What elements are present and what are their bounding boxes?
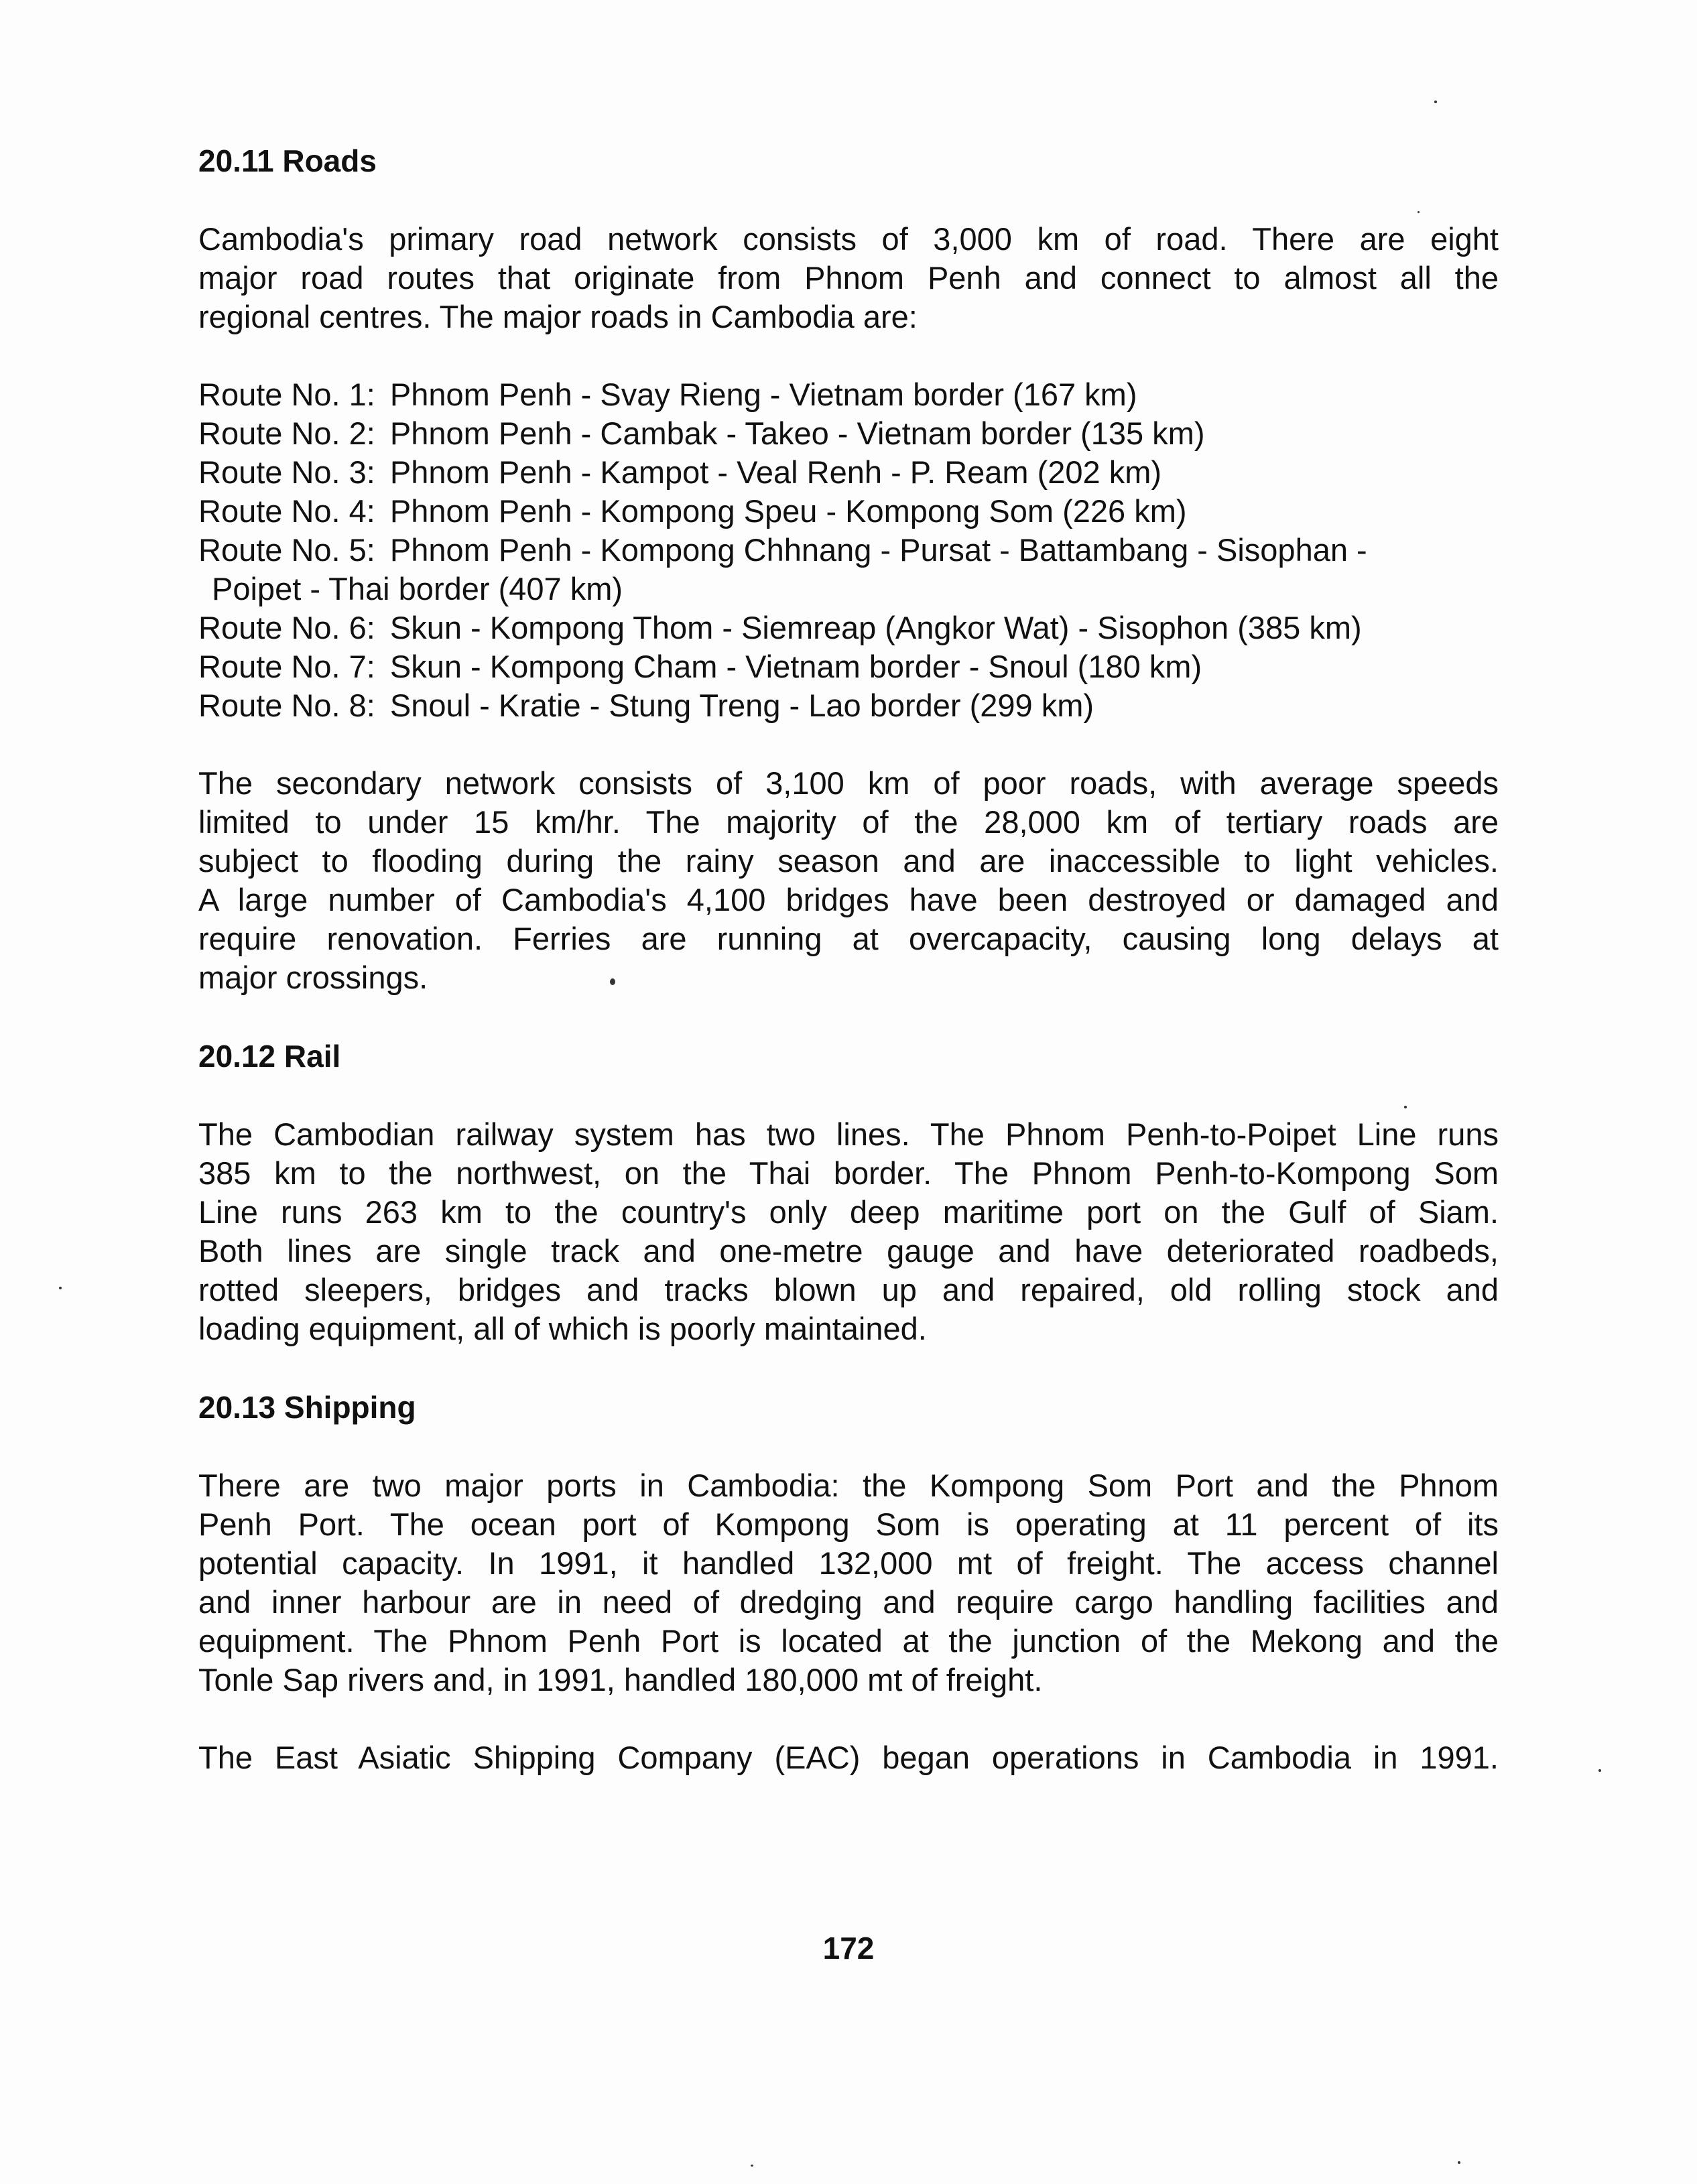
text-line: major road routes that originate from Phnom Penh and connect to almost all the [198,260,1499,296]
text-line: major crossings. [198,960,428,995]
roads-secondary-paragraph [198,764,1499,997]
route-text: Phnom Penh - Kompong Speu - Kompong Som (226 km) [389,493,1187,529]
route-text-continuation: Poipet - Thai border (407 km) [212,571,623,606]
route-text: Phnom Penh - Svay Rieng - Vietnam border (167 km) [389,377,1137,412]
route-item [198,608,1499,647]
route-label: Route No. 8: [198,688,375,723]
text-line: loading equipment, all of which is poorly maintained. [198,1311,927,1346]
text-line: Line runs 263 km to the country's only deep maritime port on the Gulf of Siam. [198,1194,1499,1230]
scan-speck [751,2165,753,2167]
text-line: rotted sleepers, bridges and tracks blown up and repaired, old rolling stock and [198,1272,1499,1307]
page-content [198,141,1499,1777]
route-item [198,647,1499,686]
rail-heading: 20.12 Rail [198,1039,341,1074]
text-line: subject to flooding during the rainy season and are inaccessible to light vehicles. [198,843,1499,879]
text-line: Penh Port. The ocean port of Kompong Som is operating at 11 percent of its [198,1506,1499,1542]
scan-speck [1598,1769,1601,1772]
shipping-paragraph [198,1466,1499,1699]
route-text: Skun - Kompong Cham - Vietnam border - Snoul (180 km) [389,649,1202,684]
text-line: 385 km to the northwest, on the Thai border. The Phnom Penh-to-Kompong Som [198,1155,1499,1191]
route-label: Route No. 1: [198,377,375,412]
shipping-heading: 20.13 Shipping [198,1390,416,1425]
route-item [198,686,1499,725]
text-line: and inner harbour are in need of dredging and require cargo handling facilities and [198,1584,1499,1620]
shipping-closing-paragraph [198,1738,1499,1777]
route-label: Route No. 7: [198,649,375,684]
route-item [198,375,1499,414]
scan-speck [1418,211,1420,213]
route-text: Snoul - Kratie - Stung Treng - Lao border (299 km) [389,688,1094,723]
route-text: Phnom Penh - Cambak - Takeo - Vietnam border (135 km) [389,415,1205,451]
route-list [198,375,1499,725]
route-label: Route No. 4: [198,493,375,529]
text-line: Tonle Sap rivers and, in 1991, handled 180,000 mt of freight. [198,1662,1043,1697]
route-item [198,414,1499,453]
scan-speck [1404,1106,1407,1108]
text-line: potential capacity. In 1991, it handled 132,000 mt of freight. The access channel [198,1545,1499,1581]
scan-speck [59,1287,62,1289]
route-label: Route No. 6: [198,610,375,645]
scan-speck [1458,2161,1460,2164]
route-text: Phnom Penh - Kompong Chhnang - Pursat - Battambang - Sisophan - [389,532,1367,568]
text-line: limited to under 15 km/hr. The majority of the 28,000 km of tertiary roads are [198,804,1499,840]
text-line: Both lines are single track and one-metre gauge and have deteriorated roadbeds, [198,1233,1499,1269]
route-label: Route No. 2: [198,415,375,451]
text-line: The Cambodian railway system has two lines. The Phnom Penh-to-Poipet Line runs [198,1116,1499,1152]
text-line: The East Asiatic Shipping Company (EAC) began operations in Cambodia in 1991. [198,1740,1499,1775]
route-label: Route No. 3: [198,454,375,490]
route-text: Skun - Kompong Thom - Siemreap (Angkor Wat) - Sisophon (385 km) [389,610,1362,645]
scan-speck [610,978,615,985]
route-item [198,531,1499,608]
text-line: equipment. The Phnom Penh Port is located at the junction of the Mekong and the [198,1623,1499,1659]
text-line: require renovation. Ferries are running at overcapacity, causing long delays at [198,921,1499,956]
roads-intro-paragraph [198,220,1499,336]
text-line: A large number of Cambodia's 4,100 bridges have been destroyed or damaged and [198,882,1499,917]
scan-speck [1434,101,1437,103]
route-text: Phnom Penh - Kampot - Veal Renh - P. Ream (202 km) [389,454,1162,490]
text-line: The secondary network consists of 3,100 km of poor roads, with average speeds [198,765,1499,801]
text-line: There are two major ports in Cambodia: the Kompong Som Port and the Phnom [198,1468,1499,1503]
route-label: Route No. 5: [198,532,375,568]
text-line: regional centres. The major roads in Cambodia are: [198,299,918,334]
text-line: Cambodia's primary road network consists of 3,000 km of road. There are eight [198,221,1499,257]
rail-paragraph [198,1115,1499,1348]
route-item [198,453,1499,492]
page-number: 172 [822,1931,875,1966]
route-item [198,492,1499,531]
roads-heading: 20.11 Roads [198,143,377,178]
